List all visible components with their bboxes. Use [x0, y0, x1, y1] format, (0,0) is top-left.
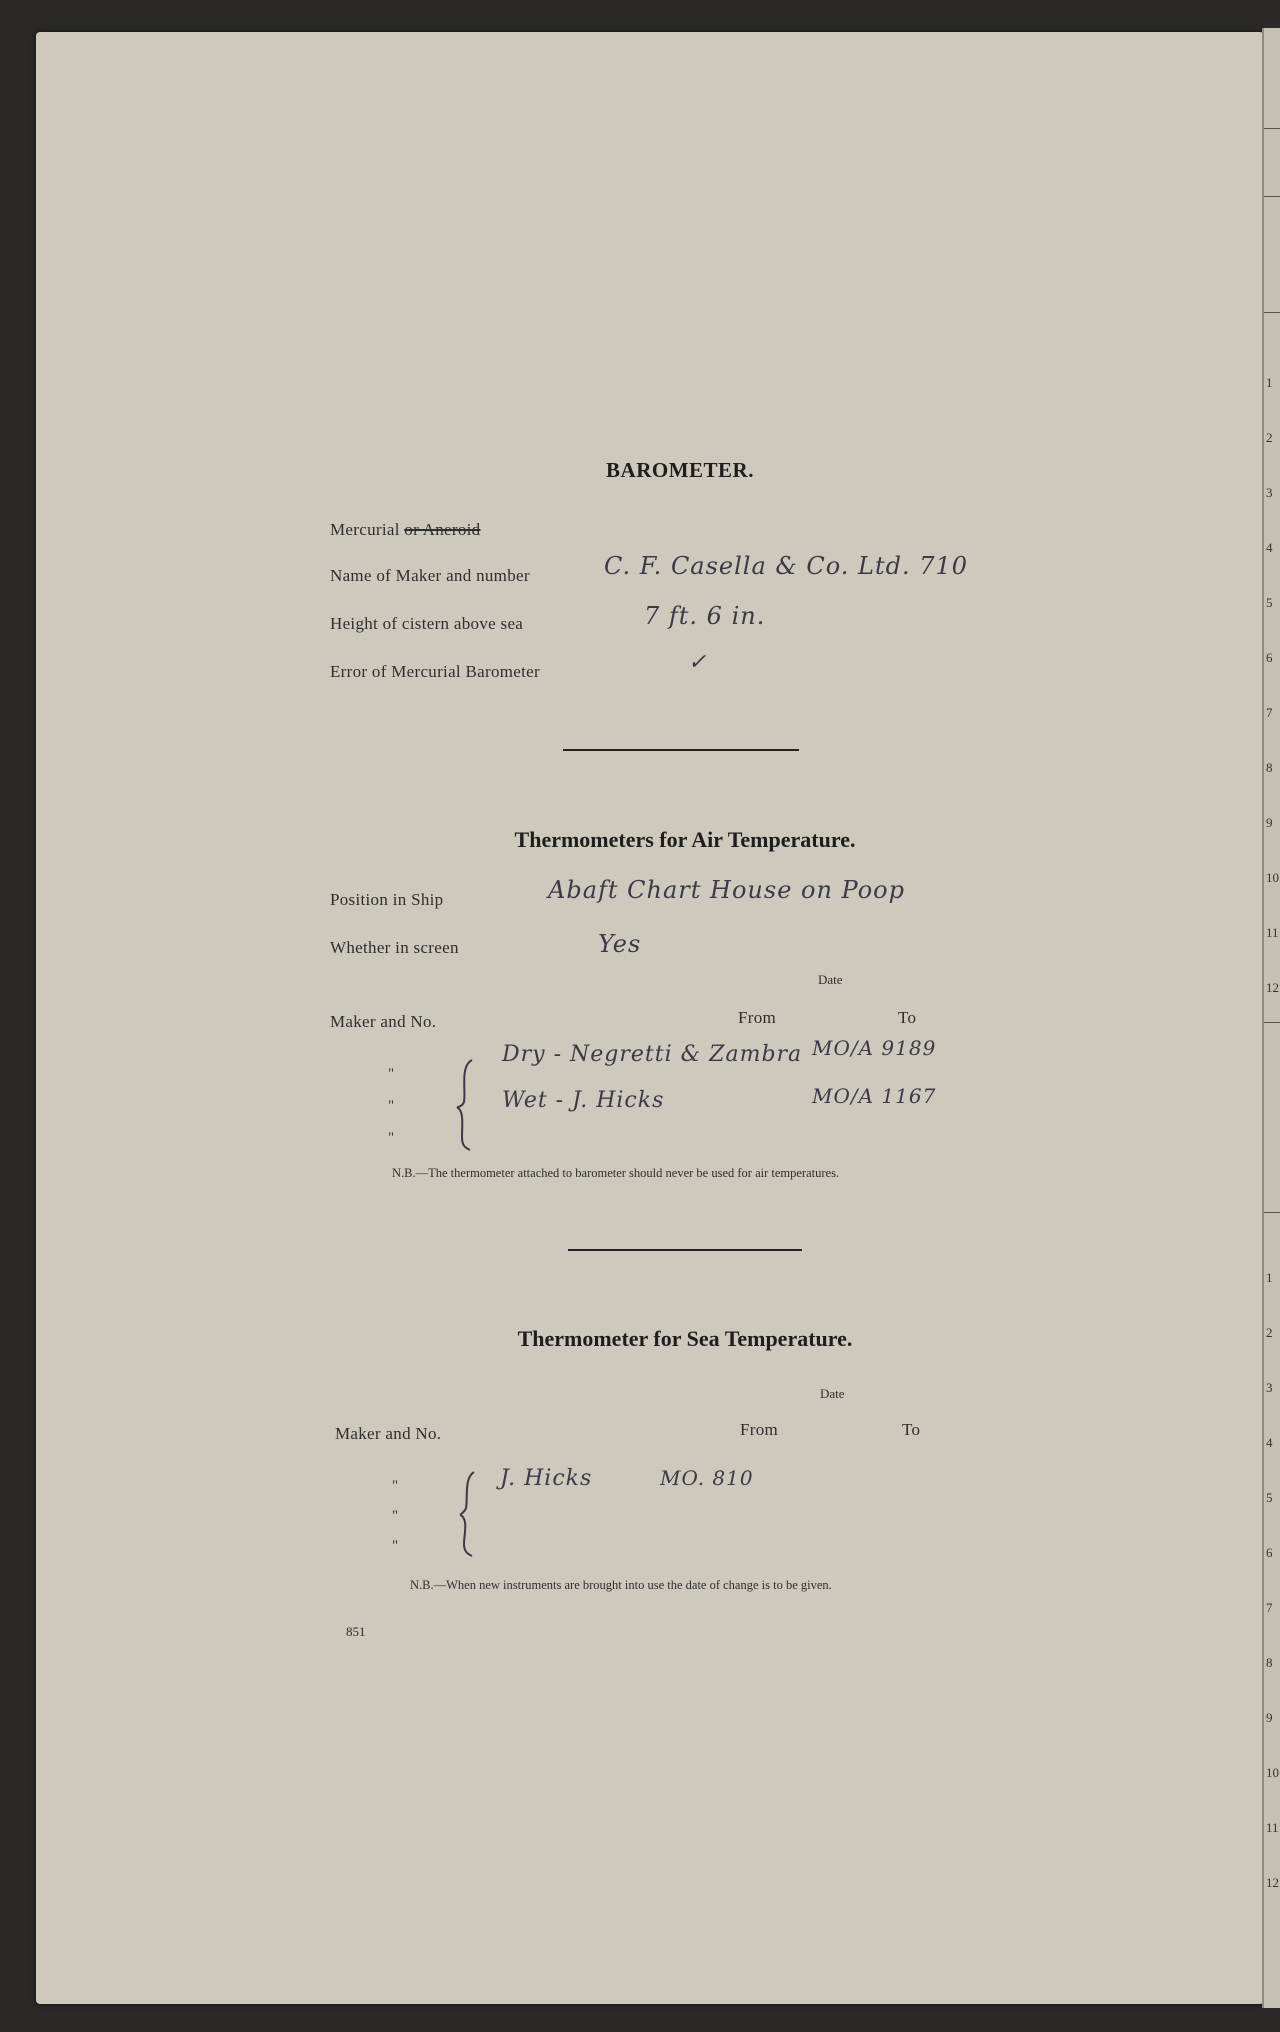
barometer-heading: BAROMETER. [606, 458, 754, 482]
maker-number-value: C. F. Casella & Co. Ltd. 710 [604, 552, 969, 580]
cistern-height-value: 7 ft. 6 in. [644, 602, 766, 630]
edge-row-number: 8 [1266, 760, 1273, 775]
ditto-mark: " [388, 1066, 395, 1082]
air-row-dry-number: MO/A 9189 [812, 1036, 937, 1060]
edge-rule [1264, 312, 1280, 313]
edge-row-number: 4 [1266, 1435, 1273, 1450]
air-from-header: From [738, 1008, 777, 1027]
sea-to-header: To [902, 1420, 921, 1439]
in-screen-label: Whether in screen [330, 938, 459, 957]
edge-rule [1264, 128, 1280, 129]
air-date-header: Date [818, 972, 843, 987]
ditto-mark: " [392, 1538, 399, 1554]
form-number: 851 [346, 1624, 366, 1639]
aneroid-struck-label: or Aneroid [404, 520, 481, 539]
barometer-error-value: ✓ [688, 650, 708, 675]
handwritten-brace [456, 1468, 484, 1558]
cistern-height-label: Height of cistern above sea [330, 614, 524, 633]
sea-thermometer-heading: Thermometer for Sea Temperature. [517, 1326, 853, 1351]
barometer-type-label [330, 520, 480, 540]
edge-row-number: 9 [1266, 815, 1273, 830]
ditto-mark: " [388, 1098, 395, 1114]
edge-row-number: 5 [1266, 595, 1273, 610]
edge-row-number: 1 [1266, 1270, 1273, 1285]
edge-row-number: 9 [1266, 1710, 1273, 1725]
edge-row-number: 2 [1266, 1325, 1273, 1340]
edge-row-number: 5 [1266, 1490, 1273, 1505]
ditto-mark: " [388, 1130, 395, 1146]
sea-note: N.B.—When new instruments are brought into use the date of change is to be given. [410, 1578, 832, 1592]
form-page [36, 32, 1264, 2004]
edge-row-number: 8 [1266, 1655, 1273, 1670]
section-divider [568, 1249, 802, 1251]
edge-row-number: 6 [1266, 650, 1273, 665]
edge-row-number: 7 [1266, 1600, 1273, 1615]
edge-row-number: 2 [1266, 430, 1273, 445]
edge-row-number: 11 [1266, 1820, 1279, 1835]
edge-row-number: 12 [1266, 980, 1279, 995]
edge-rule [1264, 1022, 1280, 1023]
edge-row-number: 3 [1266, 1380, 1273, 1395]
barometer-error-label: Error of Mercurial Barometer [330, 662, 540, 681]
edge-row-number: 10 [1266, 1765, 1279, 1780]
edge-row-number: 10 [1266, 870, 1279, 885]
edge-row-number: 3 [1266, 485, 1273, 500]
position-in-ship-value: Abaft Chart House on Poop [548, 876, 905, 904]
edge-rule [1264, 1212, 1280, 1213]
sea-entry-number: MO. 810 [660, 1466, 754, 1490]
air-to-header: To [898, 1008, 917, 1027]
air-row-wet-entry: Wet - J. Hicks [502, 1088, 665, 1113]
sea-date-header: Date [820, 1386, 845, 1401]
edge-row-number: 7 [1266, 705, 1273, 720]
position-in-ship-label: Position in Ship [330, 890, 444, 909]
air-row-dry-entry: Dry - Negretti & Zambra [502, 1042, 803, 1067]
ditto-mark: " [392, 1478, 399, 1494]
maker-number-label: Name of Maker and number [330, 566, 530, 585]
edge-rule [1264, 196, 1280, 197]
air-note: N.B.—The thermometer attached to barometer should never be used for air temperatures. [392, 1166, 840, 1180]
edge-row-number: 1 [1266, 375, 1273, 390]
sea-entry-maker: J. Hicks [500, 1466, 593, 1491]
in-screen-value: Yes [598, 930, 642, 958]
air-row-wet-number: MO/A 1167 [812, 1084, 937, 1108]
edge-row-number: 11 [1266, 925, 1279, 940]
air-maker-no-label: Maker and No. [330, 1012, 437, 1031]
air-thermometers-heading: Thermometers for Air Temperature. [514, 827, 856, 852]
handwritten-brace [452, 1056, 480, 1152]
edge-row-number: 6 [1266, 1545, 1273, 1560]
ditto-mark: " [392, 1508, 399, 1524]
edge-row-number: 4 [1266, 540, 1273, 555]
sea-from-header: From [740, 1420, 779, 1439]
sea-maker-no-label: Maker and No. [335, 1424, 442, 1443]
mercurial-label: Mercurial [330, 520, 400, 539]
edge-row-number: 12 [1266, 1875, 1279, 1890]
section-divider [563, 749, 799, 751]
